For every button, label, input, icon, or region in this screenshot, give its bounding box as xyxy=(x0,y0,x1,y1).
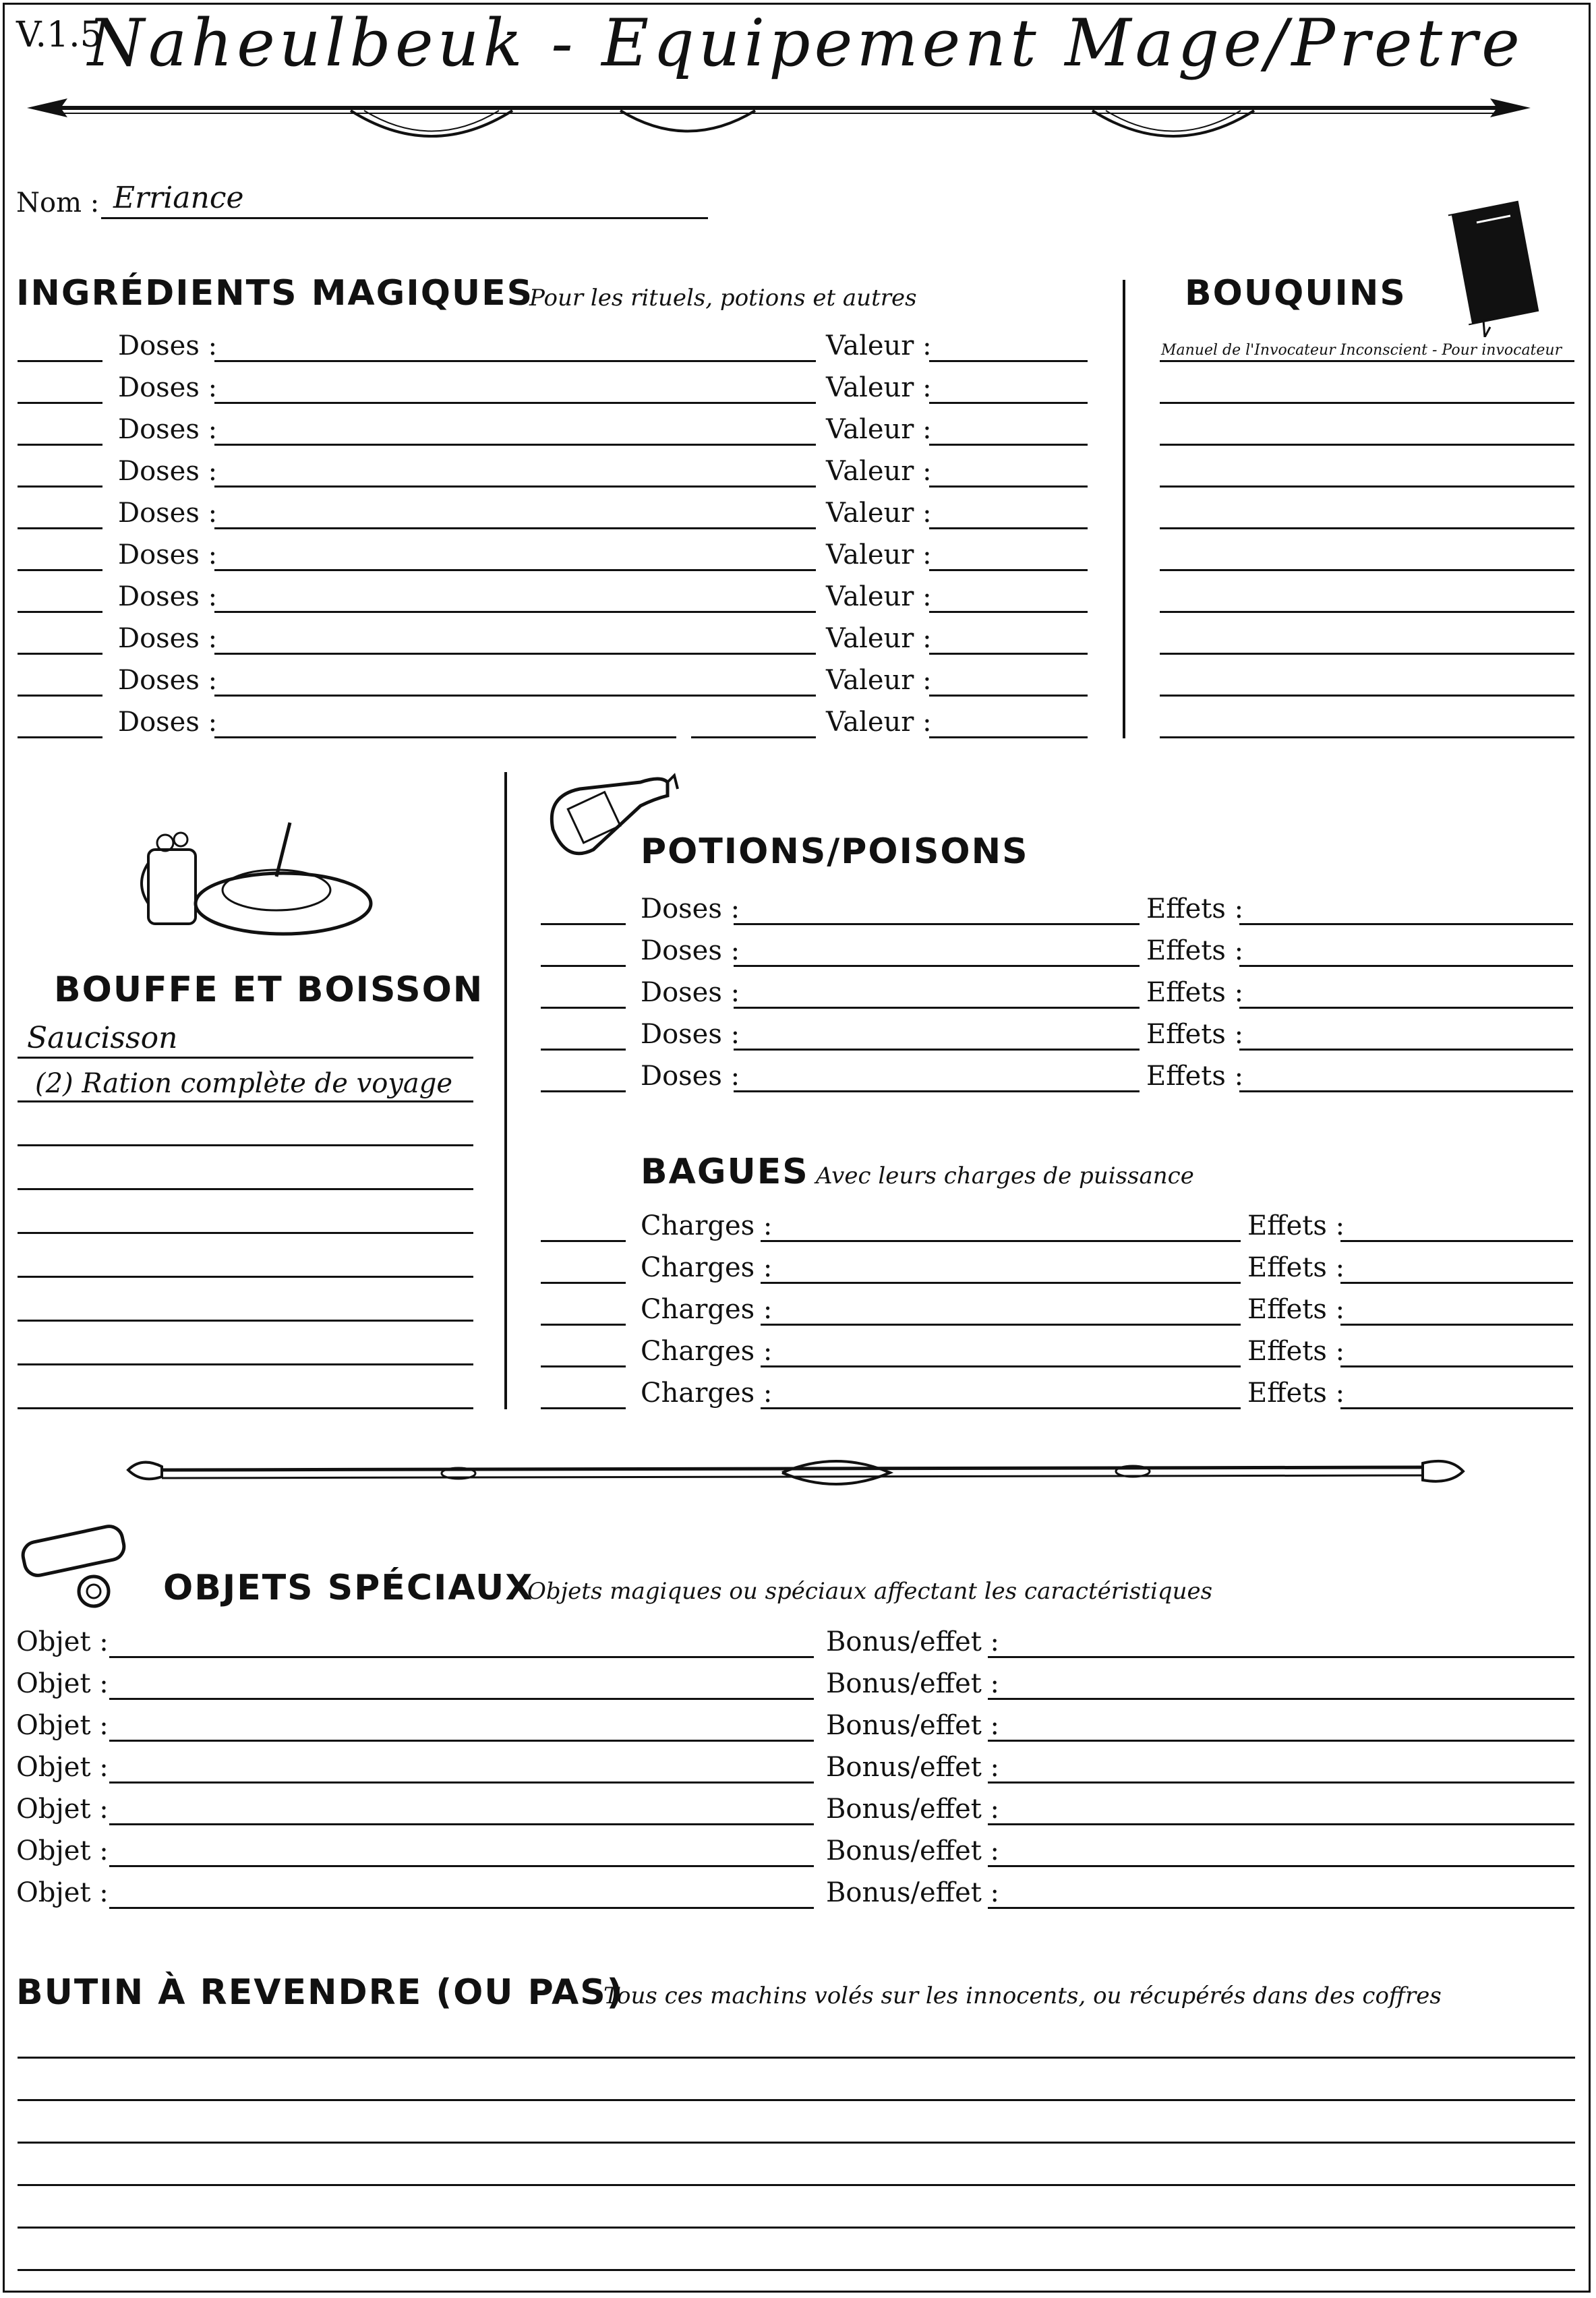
special-object-field[interactable] xyxy=(109,1740,814,1742)
potion-doses-label: Doses : xyxy=(641,977,740,1008)
ingredients-title: INGRÉDIENTS MAGIQUES xyxy=(16,273,534,314)
loot-entry-field[interactable] xyxy=(18,2184,1575,2186)
ingredient-doses-label: Doses : xyxy=(118,372,218,403)
ring-charges-label: Charges : xyxy=(641,1294,773,1325)
ingredient-value-field[interactable] xyxy=(929,653,1088,655)
ring-qty-field[interactable] xyxy=(541,1407,626,1409)
ingredient-name-field[interactable] xyxy=(214,695,816,697)
special-object-label: Objet : xyxy=(16,1626,109,1657)
ingredient-value-label: Valeur : xyxy=(826,456,932,487)
book-icon xyxy=(1436,196,1544,337)
ring-qty-field[interactable] xyxy=(541,1324,626,1326)
potion-name-field[interactable] xyxy=(734,965,1140,967)
loot-entry-field[interactable] xyxy=(18,2227,1575,2229)
potions-title: POTIONS/POISONS xyxy=(641,831,1029,872)
ingredient-value-field[interactable] xyxy=(929,402,1088,404)
ring-effects-field[interactable] xyxy=(1340,1240,1573,1242)
special-bonus-field[interactable] xyxy=(988,1781,1574,1784)
potion-effects-label: Effets : xyxy=(1146,1061,1244,1092)
special-object-field[interactable] xyxy=(109,1781,814,1784)
ingredient-qty-field[interactable] xyxy=(18,611,102,613)
ingredient-value-label: Valeur : xyxy=(826,623,932,654)
name-line xyxy=(101,217,708,219)
book-entry-text: Manuel de l'Invocateur Inconscient - Pour invocateur xyxy=(1161,342,1562,359)
special-object-label: Objet : xyxy=(16,1835,109,1866)
ingredient-value-field[interactable] xyxy=(929,444,1088,446)
food-and-drink-illustration-icon xyxy=(135,802,378,944)
potion-name-field[interactable] xyxy=(734,1049,1140,1051)
ingredient-qty-field[interactable] xyxy=(18,444,102,446)
potion-doses-label: Doses : xyxy=(641,935,740,966)
spear-divider-top-icon xyxy=(13,88,1531,148)
book-entry-field[interactable] xyxy=(1160,611,1574,613)
food-entry-field[interactable] xyxy=(18,1102,473,1146)
potion-effects-field[interactable] xyxy=(1239,965,1573,967)
book-entry-field[interactable] xyxy=(1160,402,1574,404)
potion-qty-field[interactable] xyxy=(541,1090,626,1092)
ingredients-books-separator xyxy=(1123,280,1125,738)
potion-doses-label: Doses : xyxy=(641,1019,740,1050)
books-list xyxy=(1160,330,1578,752)
potion-effects-label: Effets : xyxy=(1146,1019,1244,1050)
ingredient-name-field[interactable] xyxy=(214,736,676,738)
food-entry-field[interactable] xyxy=(18,1234,473,1278)
food-entry-field[interactable] xyxy=(18,1278,473,1322)
ingredients-subtitle: Pour les rituels, potions et autres xyxy=(529,285,917,312)
ingredient-value-label: Valeur : xyxy=(826,707,932,738)
special-object-label: Objet : xyxy=(16,1794,109,1825)
potion-effects-field[interactable] xyxy=(1239,923,1573,925)
ingredient-qty-field[interactable] xyxy=(18,402,102,404)
ingredient-doses-label: Doses : xyxy=(118,539,218,570)
ring-charges-label: Charges : xyxy=(641,1210,773,1241)
book-entry-field[interactable] xyxy=(1160,736,1574,738)
ring-charges-label: Charges : xyxy=(641,1336,773,1367)
ingredient-qty-field[interactable] xyxy=(18,653,102,655)
food-entry-field[interactable] xyxy=(18,1015,473,1059)
ingredient-value-field[interactable] xyxy=(929,569,1088,571)
ingredient-name-field[interactable] xyxy=(214,611,816,613)
ingredient-name-field[interactable] xyxy=(214,360,816,362)
book-entry-field[interactable] xyxy=(1160,695,1574,697)
special-objects-title: OBJETS SPÉCIAUX xyxy=(163,1568,534,1608)
loot-entry-field[interactable] xyxy=(18,2057,1575,2059)
food-potions-separator xyxy=(504,772,507,1409)
potion-qty-field[interactable] xyxy=(541,1049,626,1051)
rings-subtitle: Avec leurs charges de puissance xyxy=(816,1162,1194,1189)
ingredient-value-label: Valeur : xyxy=(826,581,932,612)
special-bonus-field[interactable] xyxy=(988,1740,1574,1742)
potion-effects-field[interactable] xyxy=(1239,1049,1573,1051)
potion-effects-field[interactable] xyxy=(1239,1090,1573,1092)
book-entry-field[interactable] xyxy=(1160,444,1574,446)
potion-name-field[interactable] xyxy=(734,1007,1140,1009)
ring-charges-label: Charges : xyxy=(641,1252,773,1283)
rings-title: BAGUES xyxy=(641,1152,809,1192)
staff-divider-icon xyxy=(121,1443,1470,1504)
food-entry-field[interactable] xyxy=(18,1059,473,1102)
ingredient-qty-field[interactable] xyxy=(18,527,102,529)
ring-charges-field[interactable] xyxy=(761,1407,1241,1409)
book-entry-field[interactable] xyxy=(1160,527,1574,529)
ingredient-name-field[interactable] xyxy=(214,653,816,655)
potion-effects-label: Effets : xyxy=(1146,935,1244,966)
special-bonus-label: Bonus/effet : xyxy=(826,1835,1000,1866)
special-bonus-field[interactable] xyxy=(988,1823,1574,1825)
potion-qty-field[interactable] xyxy=(541,1007,626,1009)
potion-qty-field[interactable] xyxy=(541,965,626,967)
version-label: V.1.5 xyxy=(16,15,102,55)
ingredient-doses-label: Doses : xyxy=(118,414,218,445)
food-entry-text: Saucisson xyxy=(27,1021,178,1055)
special-bonus-label: Bonus/effet : xyxy=(826,1794,1000,1825)
ingredient-doses-label: Doses : xyxy=(118,330,218,361)
ring-charges-label: Charges : xyxy=(641,1378,773,1409)
book-entry-field[interactable] xyxy=(1160,569,1574,571)
food-list xyxy=(0,1015,485,1419)
ingredient-doses-label: Doses : xyxy=(118,623,218,654)
ring-effects-label: Effets : xyxy=(1247,1294,1345,1325)
ingredient-value-field[interactable] xyxy=(929,736,1088,738)
ring-effects-field[interactable] xyxy=(1340,1365,1573,1367)
special-bonus-field[interactable] xyxy=(988,1907,1574,1909)
ingredient-value-label: Valeur : xyxy=(826,498,932,529)
ingredient-qty-field[interactable] xyxy=(18,736,102,738)
ring-effects-label: Effets : xyxy=(1247,1378,1345,1409)
loot-entry-field[interactable] xyxy=(18,2142,1575,2144)
special-object-field[interactable] xyxy=(109,1698,814,1700)
loot-entry-field[interactable] xyxy=(18,2269,1575,2271)
special-bonus-field[interactable] xyxy=(988,1698,1574,1700)
ingredients-table xyxy=(0,330,1113,752)
special-bonus-label: Bonus/effet : xyxy=(826,1752,1000,1783)
special-object-label: Objet : xyxy=(16,1877,109,1908)
rings-table xyxy=(533,1210,1585,1426)
special-object-label: Objet : xyxy=(16,1752,109,1783)
ingredient-value-field[interactable] xyxy=(929,695,1088,697)
ingredient-value-field[interactable] xyxy=(929,527,1088,529)
ingredient-doses-label: Doses : xyxy=(118,456,218,487)
potion-effects-label: Effets : xyxy=(1146,977,1244,1008)
food-entry-field[interactable] xyxy=(18,1365,473,1409)
ring-charges-field[interactable] xyxy=(761,1282,1241,1284)
potion-name-field[interactable] xyxy=(734,923,1140,925)
special-bonus-label: Bonus/effet : xyxy=(826,1710,1000,1741)
ring-effects-label: Effets : xyxy=(1247,1252,1345,1283)
food-entry-text: (2) Ration complète de voyage xyxy=(35,1068,453,1099)
special-objects-subtitle: Objets magiques ou spéciaux affectant les caractéristiques xyxy=(527,1578,1213,1605)
ingredient-doses-label: Doses : xyxy=(118,581,218,612)
book-entry-field[interactable] xyxy=(1160,333,1574,362)
special-object-field[interactable] xyxy=(109,1656,814,1658)
ingredient-qty-field[interactable] xyxy=(18,485,102,488)
ingredient-name-field[interactable] xyxy=(214,527,816,529)
potion-effects-field[interactable] xyxy=(1239,1007,1573,1009)
ring-effects-field[interactable] xyxy=(1340,1407,1573,1409)
ring-effects-field[interactable] xyxy=(1340,1324,1573,1326)
ring-effects-label: Effets : xyxy=(1247,1336,1345,1367)
ingredient-qty-field[interactable] xyxy=(18,360,102,362)
ingredient-qty-field[interactable] xyxy=(18,569,102,571)
potion-effects-label: Effets : xyxy=(1146,893,1244,924)
scroll-and-ring-icon xyxy=(16,1514,151,1615)
special-bonus-field[interactable] xyxy=(988,1656,1574,1658)
loot-entry-field[interactable] xyxy=(18,2099,1575,2101)
name-label: Nom : xyxy=(16,187,100,218)
ingredient-name-field[interactable] xyxy=(214,569,816,571)
special-bonus-label: Bonus/effet : xyxy=(826,1626,1000,1657)
special-object-field[interactable] xyxy=(109,1823,814,1825)
ingredient-value-label: Valeur : xyxy=(826,330,932,361)
ingredient-value-field[interactable] xyxy=(929,360,1088,362)
ingredient-name-field[interactable] xyxy=(214,402,816,404)
ring-charges-field[interactable] xyxy=(761,1240,1241,1242)
food-entry-field[interactable] xyxy=(18,1190,473,1234)
ingredient-value-label: Valeur : xyxy=(826,372,932,403)
special-objects-table xyxy=(0,1626,1596,1937)
food-title: BOUFFE ET BOISSON xyxy=(54,970,484,1010)
ingredient-doses-label: Doses : xyxy=(118,665,218,696)
book-entry-field[interactable] xyxy=(1160,485,1574,488)
potions-table xyxy=(533,893,1585,1109)
potion-doses-label: Doses : xyxy=(641,1061,740,1092)
ingredient-name-field[interactable] xyxy=(214,444,816,446)
ring-effects-label: Effets : xyxy=(1247,1210,1345,1241)
ring-effects-field[interactable] xyxy=(1340,1282,1573,1284)
book-entry-field[interactable] xyxy=(1160,653,1574,655)
potion-name-field[interactable] xyxy=(734,1090,1140,1092)
ring-charges-field[interactable] xyxy=(761,1324,1241,1326)
special-bonus-field[interactable] xyxy=(988,1865,1574,1867)
special-object-field[interactable] xyxy=(109,1907,814,1909)
name-value[interactable]: Erriance xyxy=(113,181,244,215)
special-bonus-label: Bonus/effet : xyxy=(826,1877,1000,1908)
ingredient-value-label: Valeur : xyxy=(826,539,932,570)
potion-qty-field[interactable] xyxy=(541,923,626,925)
ingredient-doses-label: Doses : xyxy=(118,707,218,738)
ingredient-name-field[interactable] xyxy=(214,485,816,488)
loot-subtitle: Tous ces machins volés sur les innocents, ou récupérés dans des coffres xyxy=(603,1982,1442,2009)
ingredient-value-field[interactable] xyxy=(929,611,1088,613)
food-entry-field[interactable] xyxy=(18,1146,473,1190)
ingredient-qty-field[interactable] xyxy=(18,695,102,697)
ring-charges-field[interactable] xyxy=(761,1365,1241,1367)
books-title: BOUQUINS xyxy=(1185,273,1407,314)
ingredient-name-field-extra[interactable] xyxy=(691,736,816,738)
potion-doses-label: Doses : xyxy=(641,893,740,924)
loot-list xyxy=(0,2023,1596,2279)
special-object-field[interactable] xyxy=(109,1865,814,1867)
ring-qty-field[interactable] xyxy=(541,1240,626,1242)
loot-title: BUTIN À REVENDRE (OU PAS) xyxy=(16,1972,624,2013)
ring-qty-field[interactable] xyxy=(541,1365,626,1367)
ingredient-doses-label: Doses : xyxy=(118,498,218,529)
special-object-label: Objet : xyxy=(16,1668,109,1699)
page-title: Naheulbeuk - Equipement Mage/Pretre xyxy=(88,5,1524,81)
ingredient-value-field[interactable] xyxy=(929,485,1088,488)
special-object-label: Objet : xyxy=(16,1710,109,1741)
ingredient-value-label: Valeur : xyxy=(826,665,932,696)
ingredient-value-label: Valeur : xyxy=(826,414,932,445)
special-bonus-label: Bonus/effet : xyxy=(826,1668,1000,1699)
food-entry-field[interactable] xyxy=(18,1322,473,1365)
ring-qty-field[interactable] xyxy=(541,1282,626,1284)
